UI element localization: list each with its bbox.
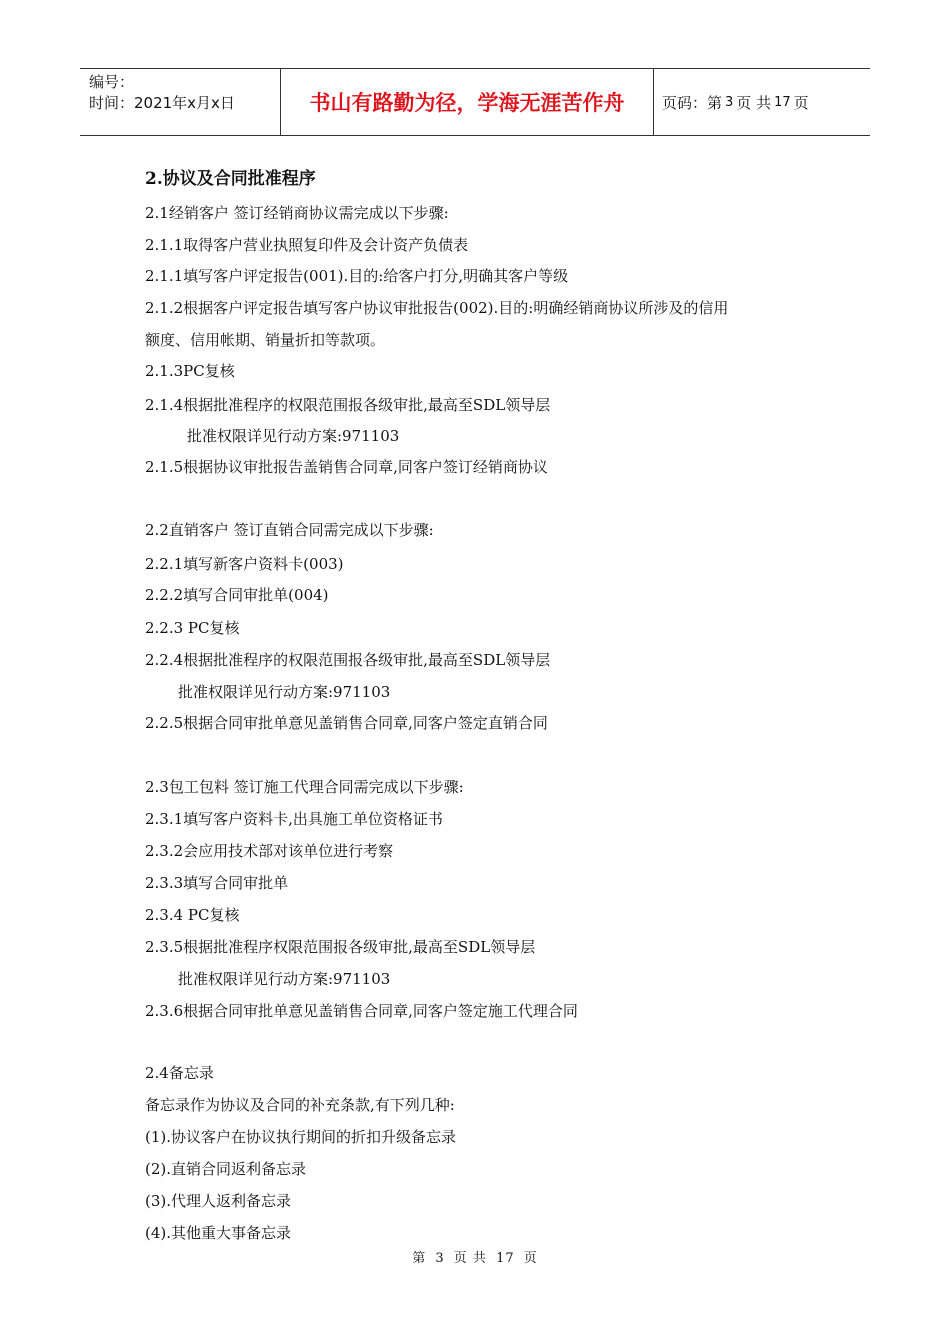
- paragraph-line: 2.1.5根据协议审批报告盖销售合同章,同客户签订经销商协议: [145, 458, 548, 476]
- paragraph-line: 2.2.2填写合同审批单(004): [145, 586, 329, 604]
- document-time-label: 时间：2021年x月x日: [89, 94, 235, 112]
- paragraph-line: 2.2直销客户 签订直销合同需完成以下步骤:: [145, 521, 434, 539]
- paragraph-line: 2.2.1填写新客户资料卡(003): [145, 555, 344, 573]
- paragraph-line: 批准权限详见行动方案:971103: [178, 683, 391, 701]
- paragraph-line: 2.3包工包料 签订施工代理合同需完成以下步骤:: [145, 778, 464, 796]
- paragraph-line: 2.4备忘录: [145, 1064, 214, 1082]
- page-prefix: 页码：第: [662, 93, 723, 112]
- paragraph-line: 2.3.6根据合同审批单意见盖销售合同章,同客户签定施工代理合同: [145, 1002, 578, 1020]
- paragraph-line: 额度、信用帐期、销量折扣等款项。: [145, 331, 386, 349]
- paragraph-line: 2.2.5根据合同审批单意见盖销售合同章,同客户签定直销合同: [145, 714, 548, 732]
- footer-mid: 页 共: [453, 1251, 487, 1266]
- page-suffix: 页: [793, 93, 809, 112]
- paragraph-line: 备忘录作为协议及合同的补充条款,有下列几种:: [145, 1096, 455, 1114]
- page-mid: 页 共: [736, 93, 772, 112]
- paragraph-line: 2.1.3PC复核: [145, 362, 235, 380]
- paragraph-line: 2.3.3填写合同审批单: [145, 874, 289, 892]
- page-footer: [0, 1247, 950, 1266]
- section-heading: 2.协议及合同批准程序: [145, 169, 316, 189]
- paragraph-line: (3).代理人返利备忘录: [145, 1192, 292, 1210]
- footer-page-total: 17: [496, 1251, 515, 1266]
- header-meta: [80, 69, 281, 135]
- header-motto: 书山有路勤为径，学海无涯苦作舟: [281, 69, 654, 135]
- paragraph-line: 2.1经销客户 签订经销商协议需完成以下步骤:: [145, 204, 449, 222]
- paragraph-line: 2.1.1填写客户评定报告(001).目的:给客户打分,明确其客户等级: [145, 267, 569, 285]
- header-page-info: [654, 69, 870, 135]
- paragraph-line: 2.3.2会应用技术部对该单位进行考察: [145, 842, 394, 860]
- paragraph-line: 2.1.1取得客户营业执照复印件及会计资产负债表: [145, 236, 469, 254]
- paragraph-line: 2.2.4根据批准程序的权限范围报各级审批,最高至SDL领导层: [145, 651, 551, 669]
- paragraph-line: (2).直销合同返利备忘录: [145, 1160, 307, 1178]
- paragraph-line: 批准权限详见行动方案:971103: [187, 427, 400, 445]
- paragraph-line: (4).其他重大事备忘录: [145, 1224, 292, 1242]
- paragraph-line: 2.1.2根据客户评定报告填写客户协议审批报告(002).目的:明确经销商协议所涉及的信用: [145, 299, 729, 317]
- paragraph-line: 2.2.3 PC复核: [145, 619, 240, 637]
- page-total: 17: [774, 94, 791, 110]
- page-number: 3: [725, 94, 734, 110]
- paragraph-line: 2.1.4根据批准程序的权限范围报各级审批,最高至SDL领导层: [145, 396, 551, 414]
- footer-prefix: 第: [412, 1251, 427, 1266]
- paragraph-line: 批准权限详见行动方案:971103: [178, 970, 391, 988]
- paragraph-line: (1).协议客户在协议执行期间的折扣升级备忘录: [145, 1128, 457, 1146]
- footer-suffix: 页: [523, 1251, 538, 1266]
- footer-page-number: 3: [435, 1251, 445, 1266]
- paragraph-line: 2.3.4 PC复核: [145, 906, 240, 924]
- paragraph-line: 2.3.1填写客户资料卡,出具施工单位资格证书: [145, 810, 443, 828]
- document-number-label: 编号：: [89, 73, 135, 91]
- page-header: [80, 68, 870, 136]
- paragraph-line: 2.3.5根据批准程序权限范围报各级审批,最高至SDL领导层: [145, 938, 536, 956]
